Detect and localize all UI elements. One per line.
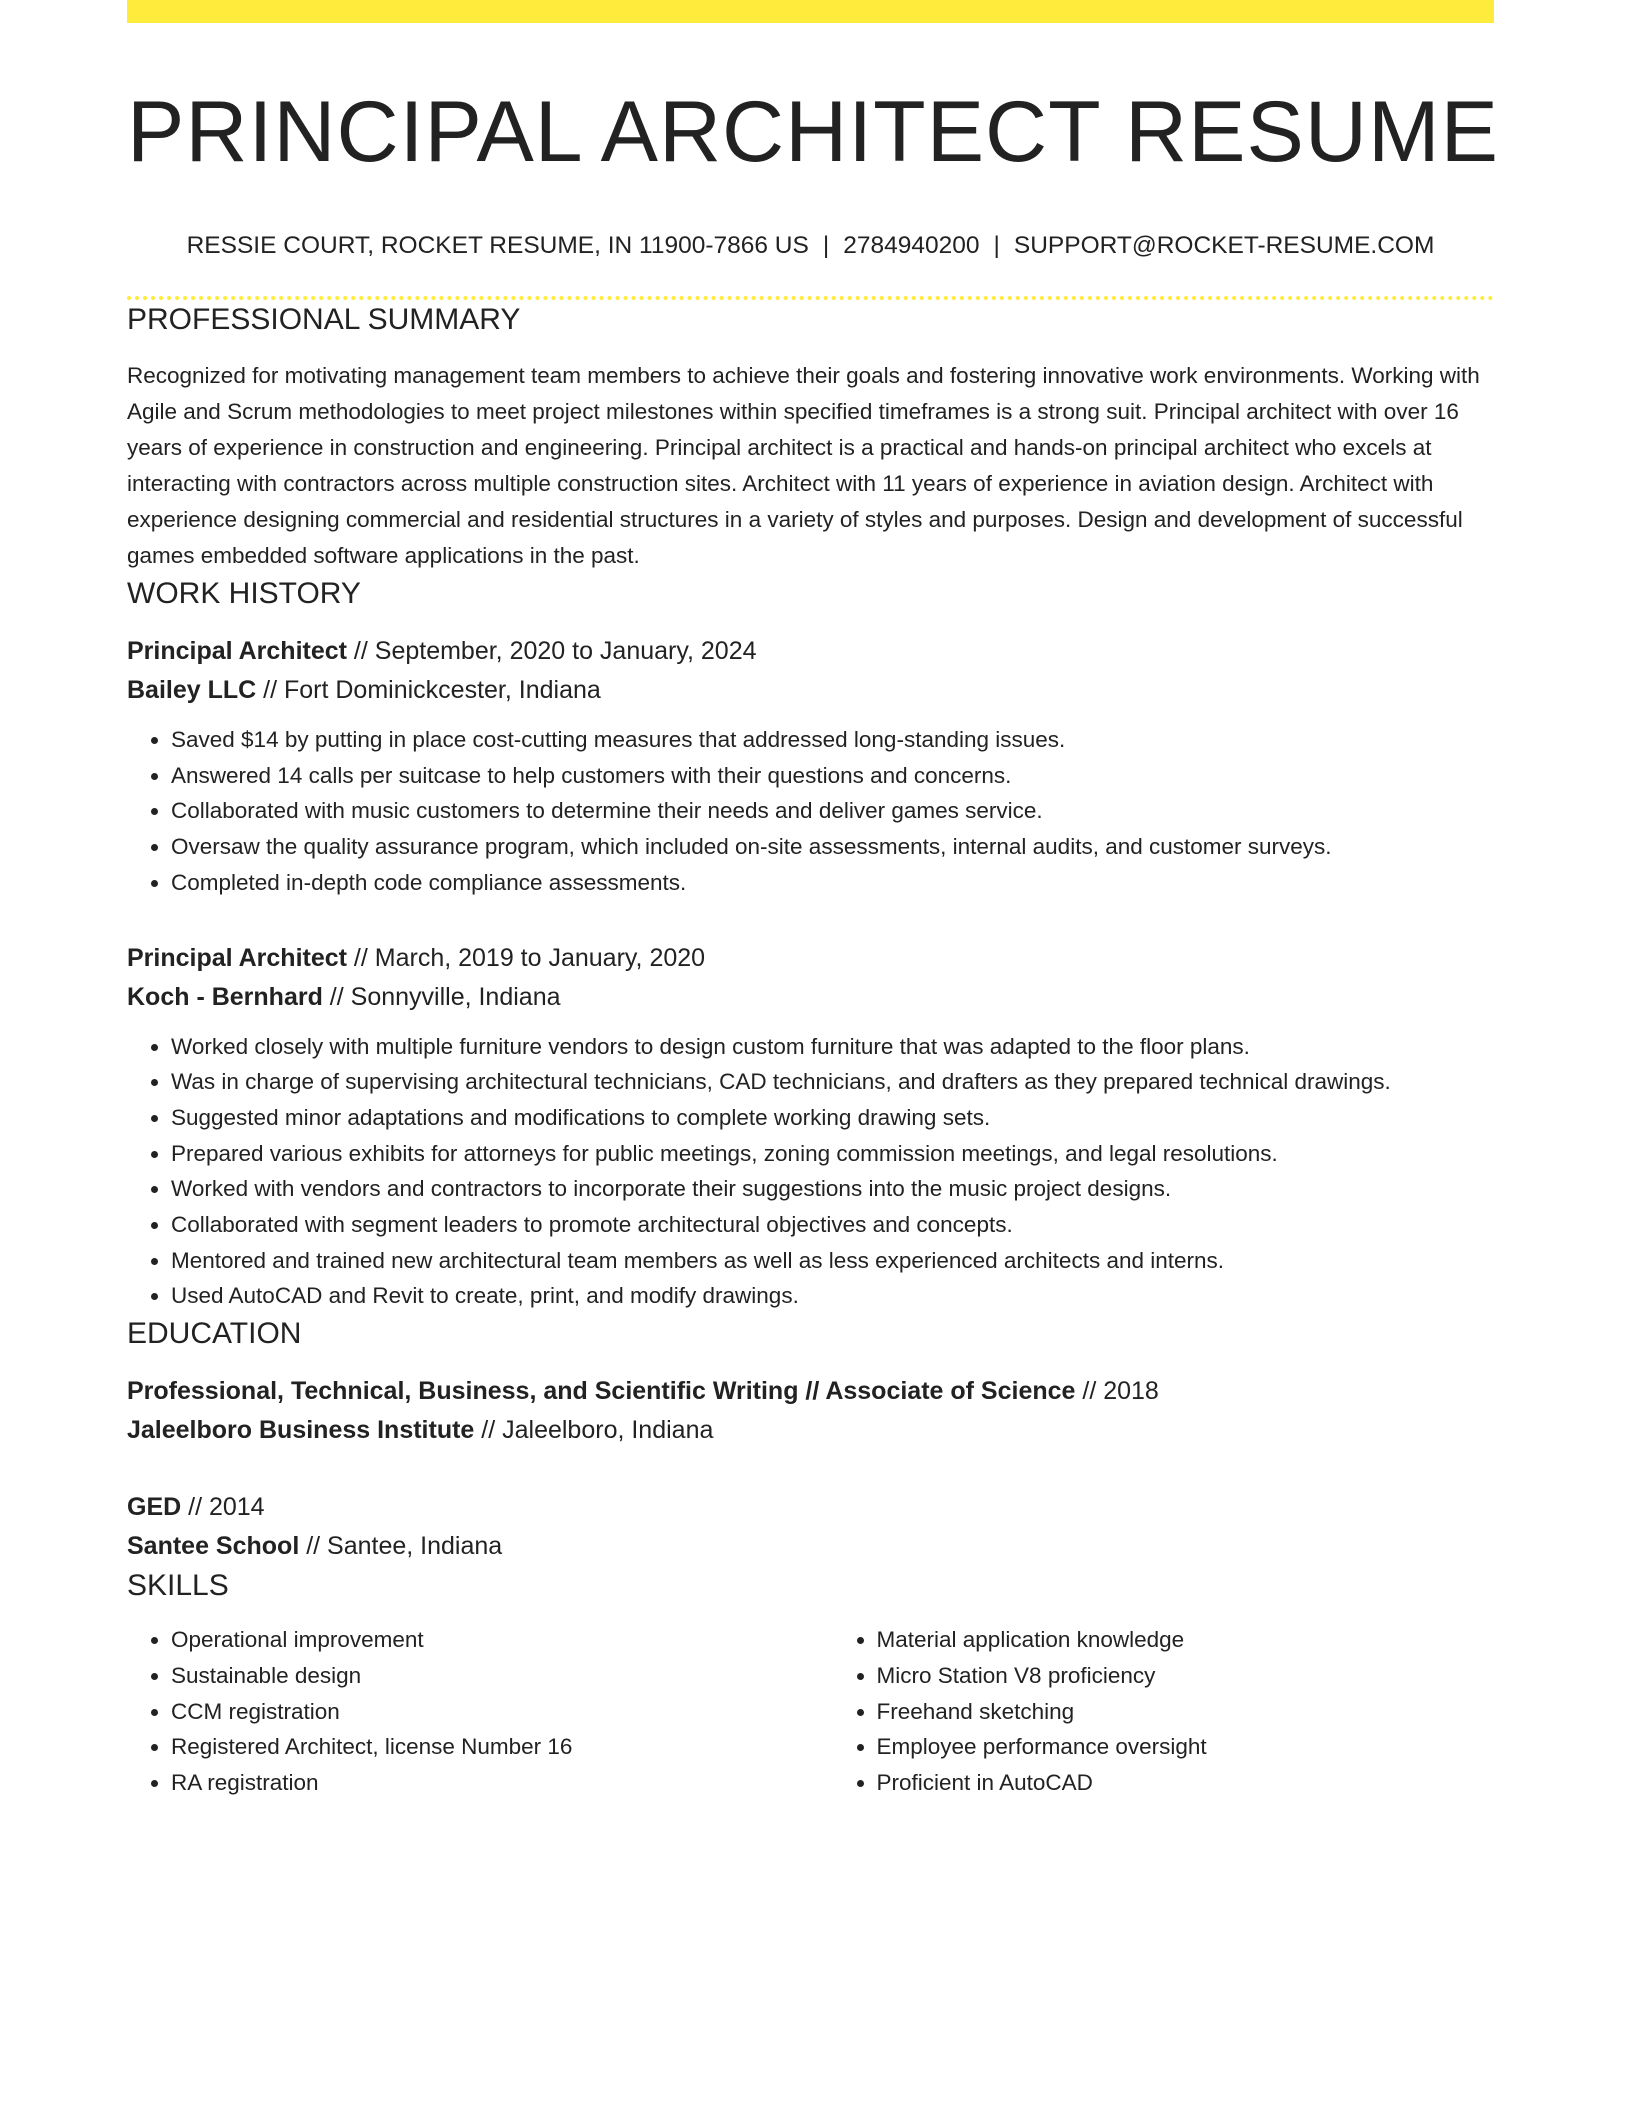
skills-columns <box>127 1622 1494 1801</box>
resume-content <box>127 0 1499 1801</box>
education-degree: GED <box>127 1493 182 1522</box>
job-company: Koch - Bernhard <box>127 982 323 1011</box>
list-item: • Sustainable design <box>171 1658 789 1694</box>
list-item: • Saved $14 by putting in place cost-cutting measures that addressed long-standing issues. <box>171 722 1494 758</box>
contact-line <box>127 230 1494 262</box>
summary-heading: PROFESSIONAL SUMMARY <box>127 303 521 336</box>
job-company-line <box>127 671 1494 710</box>
list-item: • Material application knowledge <box>877 1622 1495 1658</box>
skills-list-right <box>833 1622 1495 1801</box>
list-item: • CCM registration <box>171 1694 789 1730</box>
education-degree-line <box>127 1488 1494 1527</box>
list-item: • Operational improvement <box>171 1622 789 1658</box>
contact-phone: 2784940200 <box>843 232 980 259</box>
education-location: // Santee, Indiana <box>299 1532 503 1561</box>
education-year: // 2018 <box>1075 1377 1159 1406</box>
job-role: Principal Architect <box>127 637 347 665</box>
list-item: • Completed in-depth code compliance assessments. <box>171 865 1494 901</box>
job-entry <box>127 939 1494 1315</box>
contact-separator: | <box>822 232 830 259</box>
list-item: • Collaborated with segment leaders to promote architectural objectives and concepts. <box>171 1207 1494 1243</box>
education-school: Santee School <box>127 1532 300 1561</box>
list-item: • Used AutoCAD and Revit to create, print, and modify drawings. <box>171 1278 1494 1314</box>
job-entry <box>127 632 1494 901</box>
list-item: • Proficient in AutoCAD <box>877 1765 1495 1801</box>
list-item: • Suggested minor adaptations and modifications to complete working drawing sets. <box>171 1100 1494 1136</box>
list-item: • Freehand sketching <box>877 1694 1495 1730</box>
list-item: • Mentored and trained new architectural team members as well as less experienced architects and interns. <box>171 1243 1494 1279</box>
job-role: Principal Architect <box>127 943 347 972</box>
education-degree-line <box>127 1372 1494 1411</box>
education-year: // 2014 <box>181 1493 265 1522</box>
list-item: • Registered Architect, license Number 16 <box>171 1729 789 1765</box>
contact-separator: | <box>993 232 1000 259</box>
education-location: // Jaleelboro, Indiana <box>474 1416 714 1445</box>
list-item: • Was in charge of supervising architectural technicians, CAD technicians, and drafters as they prepared technical drawings. <box>171 1064 1494 1100</box>
job-location: // Fort Dominickcester, Indiana <box>256 676 601 704</box>
list-item: • Employee performance oversight <box>877 1729 1495 1765</box>
job-bullets <box>127 722 1494 901</box>
page-title: PRINCIPAL ARCHITECT RESUME <box>127 84 1499 180</box>
list-item: • Micro Station V8 proficiency <box>877 1658 1495 1694</box>
education-entry <box>127 1488 1494 1566</box>
job-dates: // September, 2020 to January, 2024 <box>346 637 757 665</box>
list-item: • RA registration <box>171 1765 789 1801</box>
list-item: • Worked closely with multiple furniture vendors to design custom furniture that was adapted to the floor plans. <box>171 1029 1494 1065</box>
job-dates: // March, 2019 to January, 2020 <box>346 943 706 972</box>
job-role-line <box>127 632 1494 671</box>
education-school-line <box>127 1527 1494 1566</box>
job-bullets <box>127 1029 1494 1315</box>
contact-email: SUPPORT@ROCKET-RESUME.COM <box>1013 232 1435 259</box>
list-item: • Collaborated with music customers to determine their needs and deliver games service. <box>171 793 1494 829</box>
contact-address: RESSIE COURT, ROCKET RESUME, IN 11900-7866 US <box>186 232 809 259</box>
job-company-line <box>127 978 1494 1017</box>
education-school-line <box>127 1411 1494 1450</box>
education-heading: EDUCATION <box>127 1317 302 1351</box>
education-entry <box>127 1372 1494 1450</box>
list-item: • Worked with vendors and contractors to incorporate their suggestions into the music project designs. <box>171 1171 1494 1207</box>
list-item: • Prepared various exhibits for attorneys for public meetings, zoning commission meetings, and legal resolutions. <box>171 1136 1494 1172</box>
job-company: Bailey LLC <box>127 676 257 704</box>
list-item: • Oversaw the quality assurance program, which included on-site assessments, internal audits, and customer surveys. <box>171 829 1494 865</box>
job-role-line <box>127 939 1494 978</box>
skills-heading: SKILLS <box>127 1569 229 1603</box>
job-location: // Sonnyville, Indiana <box>322 982 561 1011</box>
list-item: • Answered 14 calls per suitcase to help customers with their questions and concerns. <box>171 758 1494 794</box>
summary-text: Recognized for motivating management team members to achieve their goals and fostering innovative work environments. Working with Agile and Scrum methodologies to meet project milestones within specified timeframes is a strong suit. Principal architect with over 16 years of experience in construction and engineering. Principal architect is a practical and hands-on principal architect who excels at interacting with contractors across multiple construction sites. Architect with 11 years of experience in aviation design. Architect with experience designing commercial and residential structures in a variety of styles and purposes. Design and development of successful games embedded software applications in the past. <box>127 363 1480 568</box>
skills-list-left <box>127 1622 789 1801</box>
education-degree: Professional, Technical, Business, and Scientific Writing // Associate of Science <box>127 1377 1076 1406</box>
education-school: Jaleelboro Business Institute <box>127 1416 475 1445</box>
work-history-heading: WORK HISTORY <box>127 577 361 610</box>
